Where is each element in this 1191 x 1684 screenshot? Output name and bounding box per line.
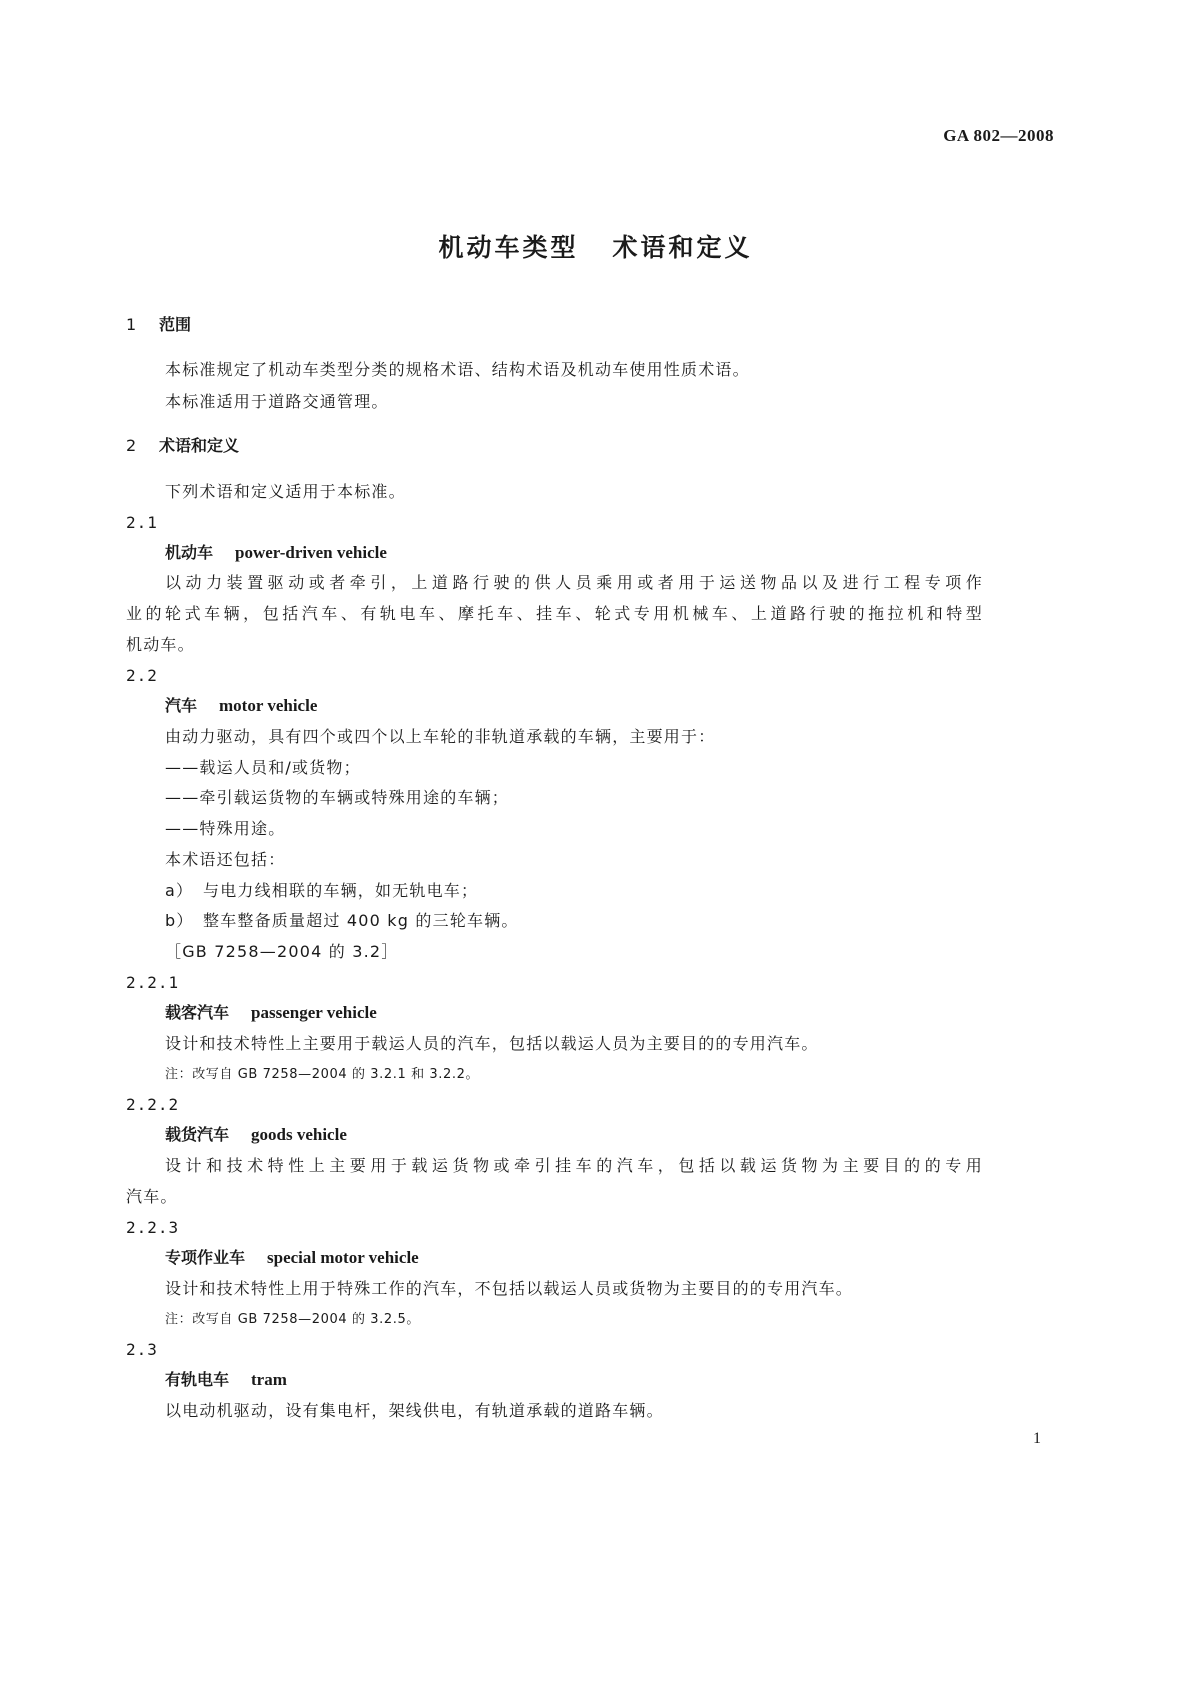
item-text: 整车整备质量超过 400 kg 的三轮车辆。 [203, 911, 519, 930]
item-text: 与电力线相联的车辆，如无轨电车； [203, 881, 479, 900]
term-number: 2.1 [126, 513, 158, 532]
dash-list-item: ——载运人员和/或货物； [165, 758, 361, 777]
term-heading [165, 542, 387, 564]
term-definition: 以电动机驱动，设有集电杆，架线供电，有轨道承载的道路车辆。 [165, 1401, 664, 1420]
dash-list-item: ——特殊用途。 [165, 819, 286, 838]
page-number: 1 [1033, 1430, 1041, 1447]
term-definition: 由动力驱动，具有四个或四个以上车轮的非轨道承载的车辆，主要用于： [165, 727, 716, 746]
term-heading [165, 1124, 347, 1146]
dash-list-item: ——牵引载运货物的车辆或特殊用途的车辆； [165, 788, 510, 807]
term-definition-line: 设计和技术特性上主要用于载运货物或牵引挂车的汽车，包括以载运货物为主要目的的专用 [165, 1156, 983, 1175]
term-number: 2.2.1 [126, 973, 180, 992]
section-2-heading [126, 435, 239, 457]
term-number: 2.2.3 [126, 1218, 180, 1237]
terms-intro: 下列术语和定义适用于本标准。 [165, 482, 406, 501]
enumerated-item [165, 880, 478, 902]
section-title: 范围 [159, 315, 192, 334]
term-en: passenger vehicle [251, 1003, 377, 1022]
term-includes: 本术语还包括： [165, 850, 286, 869]
term-definition-line: 机动车。 [126, 635, 195, 654]
term-note: 注：改写自 GB 7258—2004 的 3.2.1 和 3.2.2。 [165, 1067, 480, 1082]
title-part-1: 机动车类型 [438, 233, 579, 262]
term-note: 注：改写自 GB 7258—2004 的 3.2.5。 [165, 1312, 420, 1327]
scope-paragraph-2: 本标准适用于道路交通管理。 [165, 392, 389, 411]
term-definition: 设计和技术特性上主要用于载运人员的汽车，包括以载运人员为主要目的的专用汽车。 [165, 1034, 819, 1053]
term-heading [165, 695, 317, 717]
term-zh: 机动车 [165, 543, 214, 562]
standard-code: GA 802—2008 [943, 126, 1054, 145]
term-en: motor vehicle [219, 696, 318, 715]
term-zh: 专项作业车 [165, 1248, 246, 1267]
term-zh: 有轨电车 [165, 1370, 230, 1389]
scope-paragraph-1: 本标准规定了机动车类型分类的规格术语、结构术语及机动车使用性质术语。 [165, 360, 750, 379]
enumerated-item [165, 910, 519, 932]
term-heading [165, 1002, 377, 1024]
item-label: a） [165, 881, 194, 900]
term-en: tram [251, 1370, 287, 1389]
term-number: 2.2 [126, 666, 158, 685]
term-en: goods vehicle [251, 1125, 347, 1144]
term-definition-line: 汽车。 [126, 1187, 178, 1206]
term-definition: 设计和技术特性上用于特殊工作的汽车，不包括以载运人员或货物为主要目的的专用汽车。 [165, 1279, 854, 1298]
term-number: 2.3 [126, 1340, 158, 1359]
term-heading [165, 1369, 287, 1391]
document-title [0, 228, 1191, 264]
title-part-2: 术语和定义 [612, 233, 753, 262]
term-number: 2.2.2 [126, 1095, 180, 1114]
term-en: special motor vehicle [267, 1248, 419, 1267]
term-definition-line: 业的轮式车辆，包括汽车、有轨电车、摩托车、挂车、轮式专用机械车、上道路行驶的拖拉机和特型 [126, 604, 983, 623]
term-definition-line: 以动力装置驱动或者牵引，上道路行驶的供人员乘用或者用于运送物品以及进行工程专项作 [165, 573, 983, 592]
item-label: b） [165, 911, 194, 930]
term-heading [165, 1247, 419, 1269]
term-zh: 汽车 [165, 696, 198, 715]
section-number: 2 [126, 436, 137, 455]
section-1-heading [126, 314, 191, 336]
source-reference: ［GB 7258—2004 的 3.2］ [165, 942, 399, 961]
term-zh: 载货汽车 [165, 1125, 230, 1144]
section-number: 1 [126, 315, 137, 334]
term-en: power-driven vehicle [235, 543, 387, 562]
term-zh: 载客汽车 [165, 1003, 230, 1022]
section-title: 术语和定义 [159, 436, 240, 455]
